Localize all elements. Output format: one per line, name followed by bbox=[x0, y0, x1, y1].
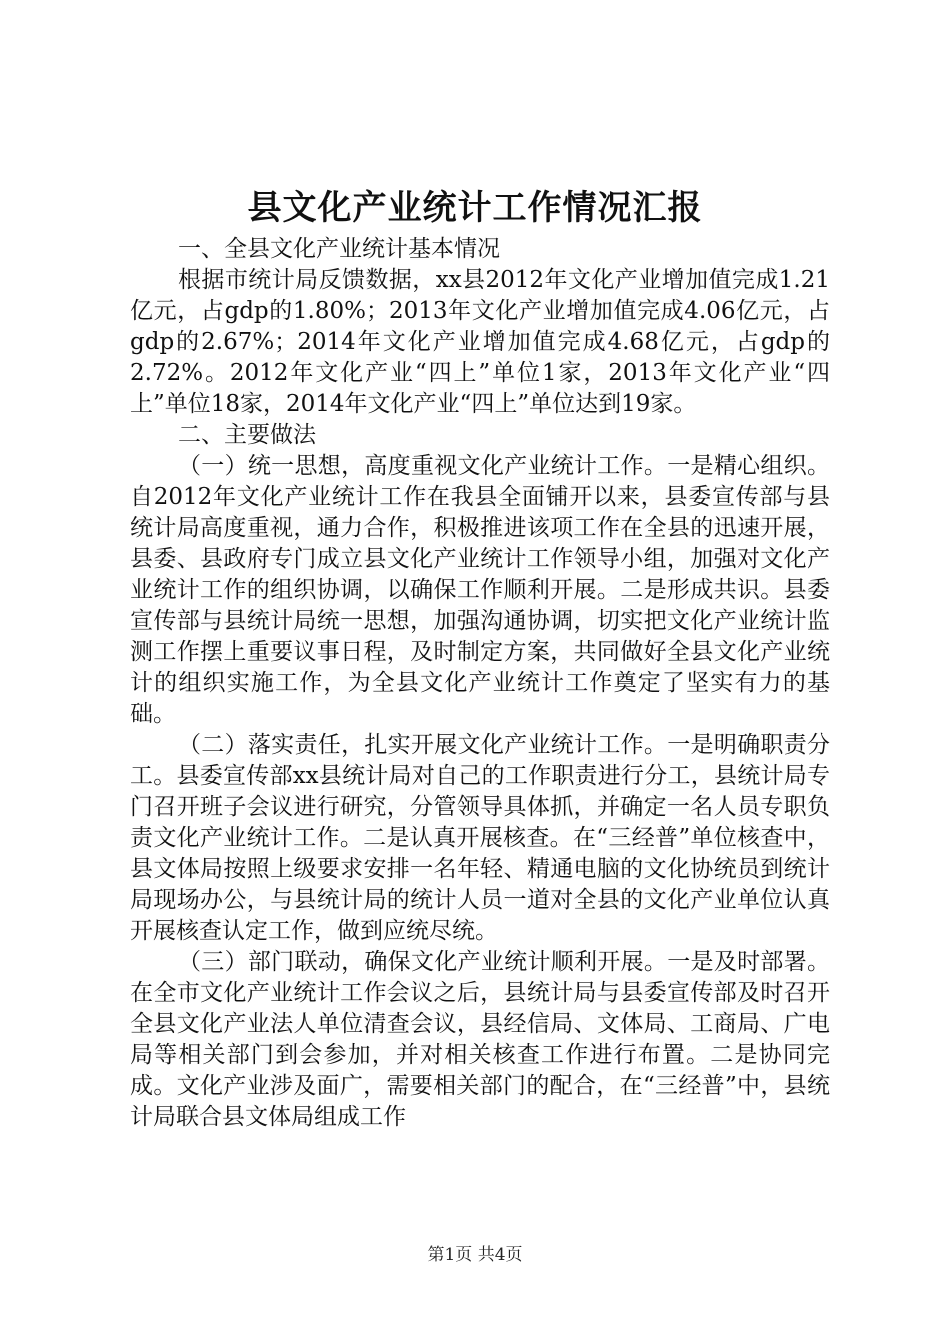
page-number-footer: 第1页 共4页 bbox=[427, 1245, 523, 1265]
paragraph-item-1: （一）统一思想，高度重视文化产业统计工作。一是精心组织。自2012年文化产业统计工作在我县全面铺开以来，县委宣传部与县统计局高度重视，通力合作，积极推进该项工作在全县的迅速开展，县委、县政府专门成立县文化产业统计工作领导小组，加强对文化产业统计工作的组织协调，以确保工作顺利开展。二是形成共识。县委宣传部与县统计局统一思想，加强沟通协调，切实把文化产业统计监测工作摆上重要议事日程，及时制定方案，共同做好全县文化产业统计的组织实施工作，为全县文化产业统计工作奠定了坚实有力的基础。 bbox=[130, 453, 830, 727]
paragraph-item-2: （二）落实责任，扎实开展文化产业统计工作。一是明确职责分工。县委宣传部xx县统计局对自己的工作职责进行分工，县统计局专门召开班子会议进行研究，分管领导具体抓，并确定一名人员专职负责文化产业统计工作。二是认真开展核查。在“三经普”单位核查中，县文体局按照上级要求安排一名年轻、精通电脑的文化协统员到统计局现场办公，与县统计局的统计人员一道对全县的文化产业单位认真开展核查认定工作，做到应统尽统。 bbox=[130, 732, 830, 944]
paragraph-basic-situation: 根据市统计局反馈数据，xx县2012年文化产业增加值完成1.21亿元，占gdp的1.80%；2013年文化产业增加值完成4.06亿元，占gdp的2.67%；2014年文化产业增加值完成4.68亿元，占gdp的2.72%。2012年文化产业“四上”单位1家，2013年文化产业“四上”单位18家，2014年文化产业“四上”单位达到19家。 bbox=[130, 267, 830, 417]
section-heading-2: 二、主要做法 bbox=[178, 422, 316, 448]
document-title: 县文化产业统计工作情况汇报 bbox=[247, 188, 703, 228]
paragraph-item-3: （三）部门联动，确保文化产业统计顺利开展。一是及时部署。在全市文化产业统计工作会议之后，县统计局与县委宣传部及时召开全县文化产业法人单位清查会议，县经信局、文体局、工商局、广电局等相关部门到会参加，并对相关核查工作进行布置。二是协同完成。文化产业涉及面广，需要相关部门的配合，在“三经普”中，县统计局联合县文体局组成工作 bbox=[130, 949, 830, 1130]
section-heading-1: 一、全县文化产业统计基本情况 bbox=[178, 236, 500, 262]
document-body bbox=[130, 234, 830, 1133]
